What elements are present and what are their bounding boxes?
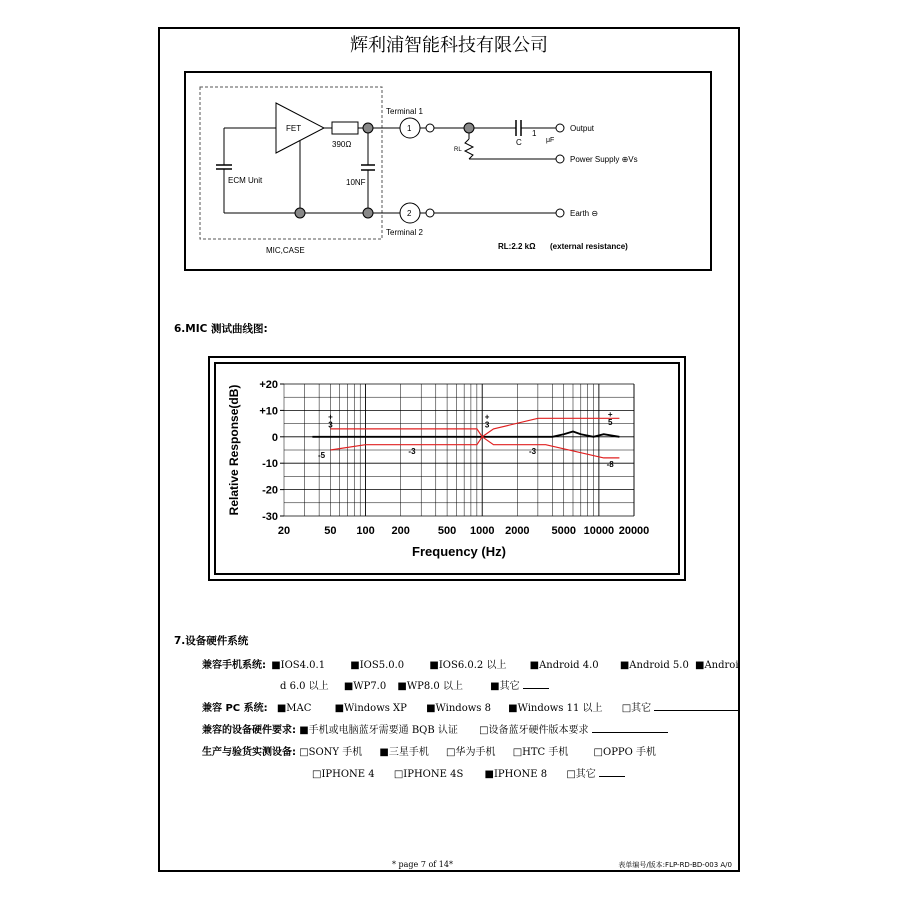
y-tick-label: -10 — [262, 458, 278, 471]
option-iphone-4s[interactable]: □IPHONE 4S — [393, 769, 464, 780]
document-page — [158, 27, 740, 872]
option-phone-other[interactable]: ■其它 — [490, 681, 520, 692]
option-oppo[interactable]: □OPPO 手机 — [593, 747, 657, 758]
option-android-60-cont: d 6.0 以上 — [280, 681, 329, 692]
external-resistance-note: (external resistance) — [550, 242, 628, 251]
rl-label: RL — [454, 147, 462, 153]
option-bqb[interactable]: ■手机或电脑蓝牙需要通 BQB 认证 — [299, 725, 458, 736]
x-tick-label: 20000 — [618, 525, 650, 537]
chart-annotation: 3 — [328, 420, 333, 430]
mic-case-outline — [200, 87, 382, 239]
option-samsung[interactable]: ■三星手机 — [379, 747, 429, 758]
capacitor-c-label: C — [516, 138, 522, 147]
terminal-1-label: Terminal 1 — [386, 107, 423, 116]
output-label: Output — [570, 124, 595, 133]
option-ios401[interactable]: ■IOS4.0.1 — [271, 660, 326, 671]
x-tick-label: 20 — [277, 525, 291, 537]
option-ios602[interactable]: ■IOS6.0.2 以上 — [429, 660, 507, 671]
x-tick-label: 5000 — [551, 525, 577, 537]
power-supply-label: Power Supply ⊕Vs — [570, 155, 638, 164]
chart-annotation: -5 — [318, 450, 326, 460]
option-huawei[interactable]: □华为手机 — [446, 747, 496, 758]
phone-systems-row-2 — [280, 677, 549, 692]
option-android-40[interactable]: ■Android 4.0 — [529, 660, 599, 671]
mic-case-label: MIC,CASE — [266, 246, 305, 255]
section-6-title: 6.MIC 测试曲线图: — [174, 323, 268, 335]
chart-frame — [208, 356, 686, 581]
option-android-60[interactable]: ■Androi — [695, 660, 739, 671]
circuit-diagram-box — [184, 71, 712, 271]
option-sony[interactable]: □SONY 手机 — [299, 747, 363, 758]
pc-systems-row — [202, 699, 740, 714]
option-wp70[interactable]: ■WP7.0 — [343, 681, 387, 692]
option-bt-version[interactable]: □设备蓝牙硬件版本要求 — [479, 725, 589, 736]
option-wp80[interactable]: ■WP8.0 以上 — [397, 681, 463, 692]
circuit-diagram — [186, 73, 710, 269]
y-axis-title: Relative Response(dB) — [227, 384, 241, 516]
option-pc-other[interactable]: □其它 — [621, 703, 652, 714]
fet-label: FET — [286, 124, 302, 133]
chart-annotation: + — [607, 410, 613, 419]
capacitor-c-unit: μF — [546, 137, 555, 144]
chart-annotation: 3 — [484, 420, 490, 430]
form-number: 表单编号/版本:FLP-RD-BD-003 A/0 — [618, 861, 732, 869]
y-tick-label: +10 — [259, 405, 278, 418]
phone-systems-label: 兼容手机系统: — [202, 660, 266, 671]
resistor-label: 390Ω — [332, 140, 352, 149]
y-tick-label: -20 — [262, 484, 278, 497]
x-tick-label: 500 — [437, 525, 457, 537]
option-htc[interactable]: □HTC 手机 — [512, 747, 569, 758]
y-tick-label: 0 — [271, 431, 278, 444]
chart-annotation: -3 — [528, 446, 537, 456]
option-iphone-4[interactable]: □IPHONE 4 — [312, 769, 375, 780]
option-device-other[interactable]: □其它 — [566, 769, 596, 780]
x-tick-label: 10000 — [583, 525, 615, 537]
option-iphone-8[interactable]: ■IPHONE 8 — [484, 769, 548, 780]
chart-annotation: -3 — [408, 446, 416, 456]
y-tick-label: +20 — [259, 379, 278, 391]
chart-annotation: + — [328, 412, 333, 422]
x-tick-label: 1000 — [469, 525, 495, 537]
earth-label: Earth ⊖ — [570, 209, 599, 218]
pc-other-blank[interactable] — [654, 701, 740, 711]
option-android-50[interactable]: ■Android 5.0 — [619, 660, 689, 671]
pc-systems-label: 兼容 PC 系统: — [202, 703, 268, 714]
x-axis-title: Frequency (Hz) — [412, 544, 506, 559]
hardware-req-label: 兼容的设备硬件要求: — [202, 725, 296, 736]
option-mac[interactable]: ■MAC — [276, 703, 312, 714]
production-devices-row-2 — [312, 765, 625, 780]
hardware-req-row — [202, 721, 668, 736]
phone-other-blank[interactable] — [523, 679, 549, 689]
x-tick-label: 200 — [391, 525, 410, 537]
section-7-title: 7.设备硬件系统 — [174, 635, 249, 647]
option-ios500[interactable]: ■IOS5.0.0 — [350, 660, 405, 671]
ecm-unit-label: ECM Unit — [228, 176, 263, 185]
series-line-response — [312, 432, 619, 437]
series-line-lower-limit — [330, 437, 619, 458]
capacitor-10nf-label: 10NF — [346, 178, 366, 187]
y-tick-label: -30 — [262, 511, 278, 523]
x-tick-label: 100 — [356, 525, 375, 537]
chart-annotation: 5 — [607, 417, 613, 427]
frequency-response-chart — [216, 364, 678, 573]
terminal-2-label: Terminal 2 — [386, 228, 423, 237]
device-other-blank[interactable] — [599, 767, 625, 777]
option-windows-xp[interactable]: ■Windows XP — [334, 703, 407, 714]
chart-inner-frame — [214, 362, 680, 575]
company-title: 辉利浦智能科技有限公司 — [350, 35, 548, 56]
rl-note: RL:2.2 kΩ — [498, 242, 536, 251]
page-number: * page 7 of 14* — [392, 860, 453, 869]
x-tick-label: 2000 — [505, 525, 530, 537]
terminal-1-number: 1 — [407, 124, 412, 133]
chart-annotation: + — [484, 412, 490, 422]
production-devices-label: 生产与验货实测设备: — [202, 747, 296, 758]
bt-version-blank[interactable] — [592, 723, 668, 733]
capacitor-c-value: 1 — [532, 129, 537, 138]
option-windows-8[interactable]: ■Windows 8 — [426, 703, 491, 714]
x-tick-label: 50 — [324, 525, 337, 537]
series-line-upper-limit — [330, 418, 619, 437]
production-devices-row — [202, 743, 656, 758]
terminal-2-number: 2 — [407, 209, 412, 218]
resistor-390 — [332, 122, 358, 134]
chart-annotation: -8 — [606, 460, 614, 470]
phone-systems-row — [202, 656, 739, 671]
option-windows-11[interactable]: ■Windows 11 以上 — [508, 703, 603, 714]
